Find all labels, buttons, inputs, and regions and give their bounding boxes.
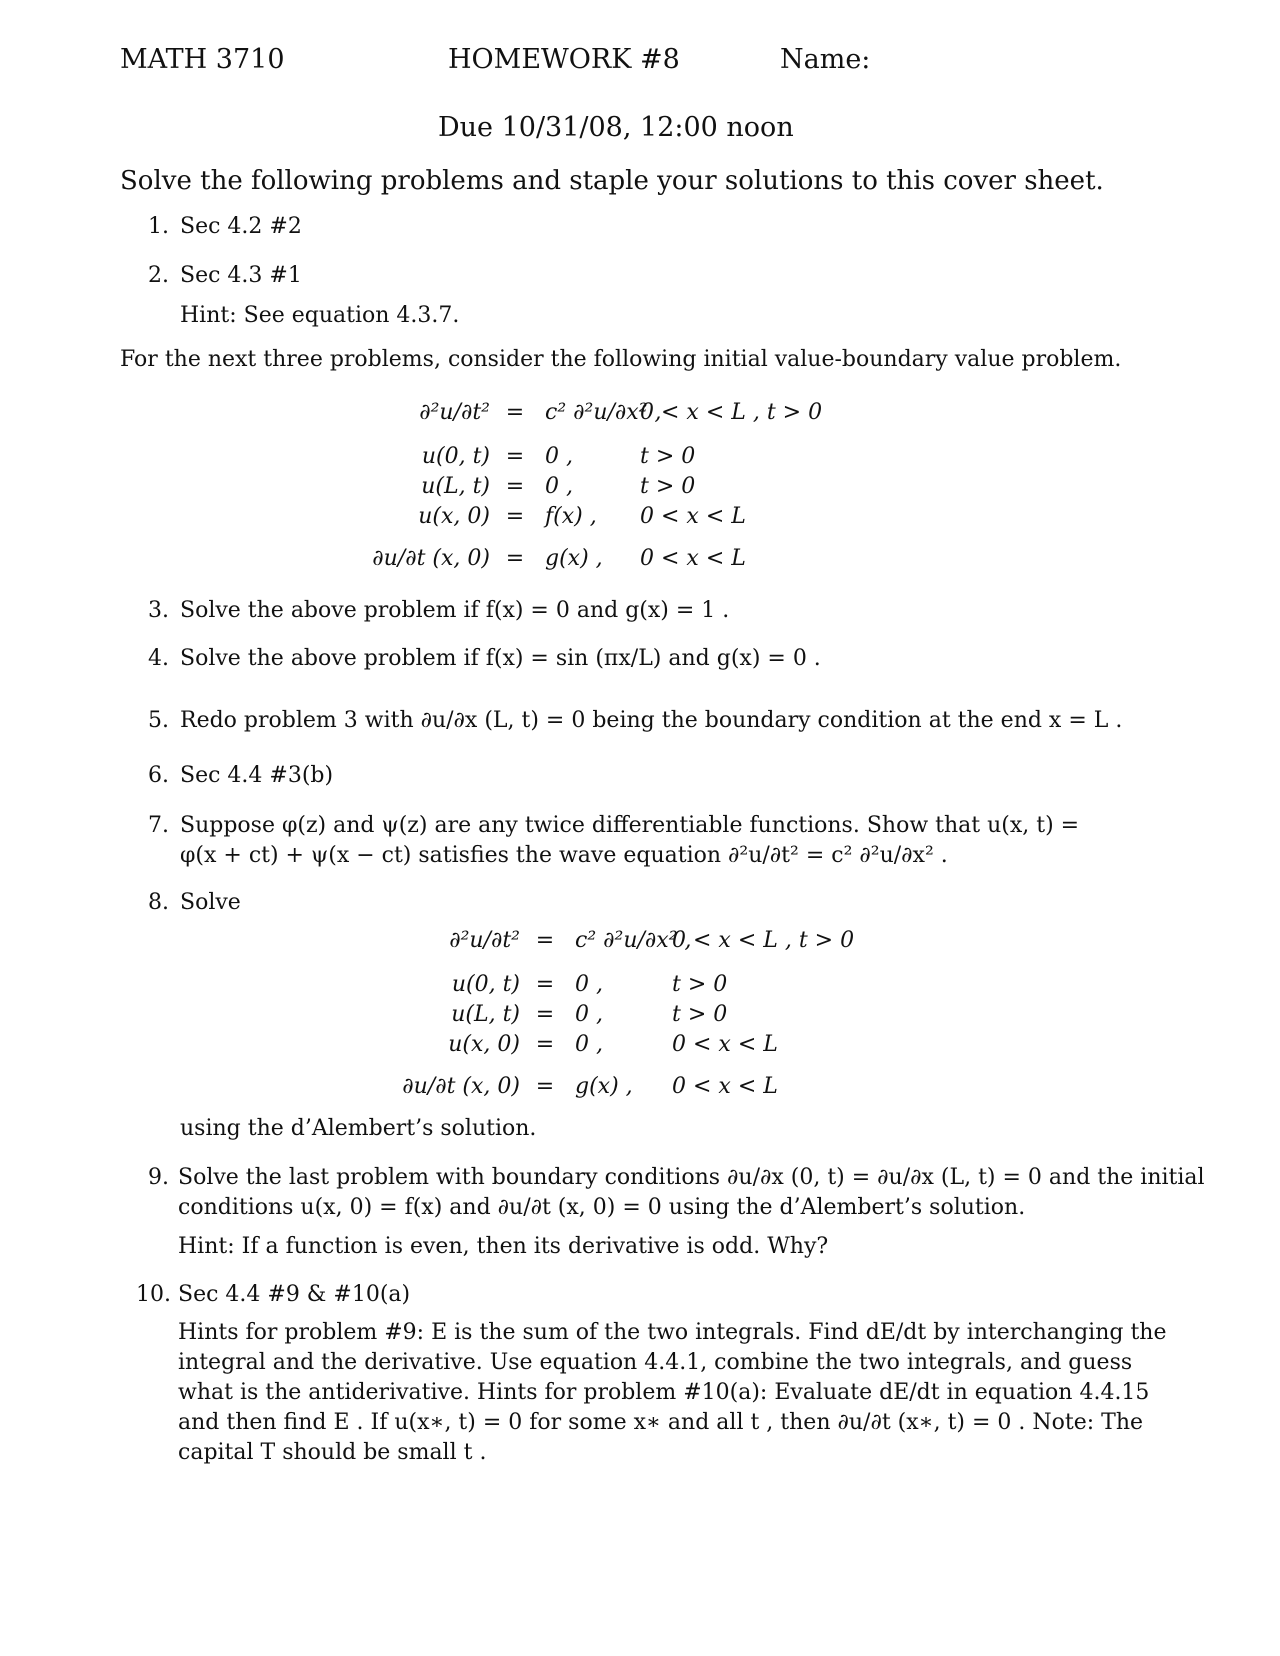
system-rhs: g(x) , (545, 546, 603, 571)
system-rhs: 0 , (575, 1002, 603, 1027)
system-rhs: 0 , (575, 972, 603, 997)
problem-8-after: using the d’Alembert’s solution. (180, 1116, 537, 1141)
problem-5-number: 5. (148, 708, 169, 733)
system-lhs: u(x, 0) (418, 504, 490, 529)
system-cond: t > 0 (672, 1002, 728, 1027)
system-cond: 0 < x < L (672, 1032, 778, 1057)
problem-9-line-1: Solve the last problem with boundary conditions ∂u/∂x (0, t) = ∂u/∂x (L, t) = 0 and the initial (178, 1165, 1205, 1190)
problem-10-hint-line: integral and the derivative. Use equation 4.4.1, combine the two integrals, and guess (178, 1350, 1133, 1375)
system-lhs: ∂u/∂t (x, 0) (402, 1074, 520, 1099)
system-cond: t > 0 (640, 474, 696, 499)
problem-9-number: 9. (148, 1165, 169, 1190)
system-rel: = (505, 474, 525, 499)
problem-5-text: Redo problem 3 with ∂u/∂x (L, t) = 0 being the boundary condition at the end x = L . (180, 708, 1123, 733)
system-lhs: u(L, t) (421, 474, 490, 499)
system-rhs: c² ∂²u/∂x² , (545, 400, 662, 425)
problem-10-text: Sec 4.4 #9 & #10(a) (178, 1282, 411, 1307)
problem-3-text: Solve the above problem if f(x) = 0 and g(x) = 1 . (180, 598, 730, 623)
problem-2-number: 2. (148, 263, 169, 288)
problem-10-hint-line: what is the antiderivative. Hints for problem #10(a): Evaluate dE/dt in equation 4.4.15 (178, 1380, 1150, 1405)
homework-title: HOMEWORK #8 (448, 44, 680, 75)
system-lhs: u(x, 0) (448, 1032, 520, 1057)
system-rel: = (535, 1074, 555, 1099)
instructions: Solve the following problems and staple your solutions to this cover sheet. (120, 166, 1104, 196)
system-rhs: g(x) , (575, 1074, 633, 1099)
system-rel: = (505, 444, 525, 469)
problem-1-number: 1. (148, 214, 169, 239)
system-cond: 0 < x < L (640, 504, 746, 529)
system-lhs: u(0, t) (451, 972, 520, 997)
system-rhs: 0 , (545, 444, 573, 469)
problem-4-text: Solve the above problem if f(x) = sin (πx/L) and g(x) = 0 . (180, 646, 821, 671)
problem-2-hint: Hint: See equation 4.3.7. (180, 303, 460, 328)
problem-8-number: 8. (148, 890, 169, 915)
problem-1-text: Sec 4.2 #2 (180, 214, 302, 239)
problem-6-number: 6. (148, 763, 169, 788)
system-rhs: c² ∂²u/∂x² , (575, 928, 692, 953)
system-lhs: u(0, t) (421, 444, 490, 469)
problem-7-number: 7. (148, 813, 169, 838)
problem-9-hint: Hint: If a function is even, then its derivative is odd. Why? (178, 1234, 829, 1259)
system-rel: = (535, 1002, 555, 1027)
system-lhs: u(L, t) (451, 1002, 520, 1027)
system-rhs: 0 , (575, 1032, 603, 1057)
system-lhs: ∂u/∂t (x, 0) (372, 546, 490, 571)
next-three-intro: For the next three problems, consider the following initial value-boundary value problem. (120, 347, 1122, 372)
system-rel: = (505, 546, 525, 571)
problem-7-line-1: Suppose φ(z) and ψ(z) are any twice differentiable functions. Show that u(x, t) = (180, 813, 1080, 838)
system-lhs: ∂²u/∂t² (419, 400, 490, 425)
problem-4-number: 4. (148, 646, 169, 671)
system-rhs: 0 , (545, 474, 573, 499)
system-cond: t > 0 (672, 972, 728, 997)
problem-9-line-2: conditions u(x, 0) = f(x) and ∂u/∂t (x, 0) = 0 using the d’Alembert’s solution. (178, 1195, 1026, 1220)
due-date: Due 10/31/08, 12:00 noon (438, 112, 794, 143)
system-rel: = (535, 1032, 555, 1057)
problem-10-hint-line: capital T should be small t . (178, 1440, 487, 1465)
problem-10-number: 10. (136, 1282, 171, 1307)
course-number: MATH 3710 (120, 44, 285, 75)
problem-3-number: 3. (148, 598, 169, 623)
problem-8-text: Solve (180, 890, 241, 915)
system-rel: = (535, 928, 555, 953)
system-cond: 0 < x < L , t > 0 (672, 928, 855, 953)
system-cond: 0 < x < L (640, 546, 746, 571)
system-rel: = (505, 504, 525, 529)
system-lhs: ∂²u/∂t² (449, 928, 520, 953)
problem-7-line-2: φ(x + ct) + ψ(x − ct) satisfies the wave equation ∂²u/∂t² = c² ∂²u/∂x² . (180, 843, 948, 868)
system-rhs: f(x) , (545, 504, 597, 529)
system-cond: t > 0 (640, 444, 696, 469)
system-cond: 0 < x < L , t > 0 (640, 400, 823, 425)
system-rel: = (535, 972, 555, 997)
problem-10-hint-line: Hints for problem #9: E is the sum of the two integrals. Find dE/dt by interchanging the (178, 1320, 1167, 1345)
system-rel: = (505, 400, 525, 425)
system-cond: 0 < x < L (672, 1074, 778, 1099)
name-label: Name: (780, 44, 871, 75)
problem-2-text: Sec 4.3 #1 (180, 263, 302, 288)
problem-10-hint-line: and then find E . If u(x∗, t) = 0 for some x∗ and all t , then ∂u/∂t (x∗, t) = 0 . Note: The (178, 1410, 1144, 1435)
problem-6-text: Sec 4.4 #3(b) (180, 763, 334, 788)
